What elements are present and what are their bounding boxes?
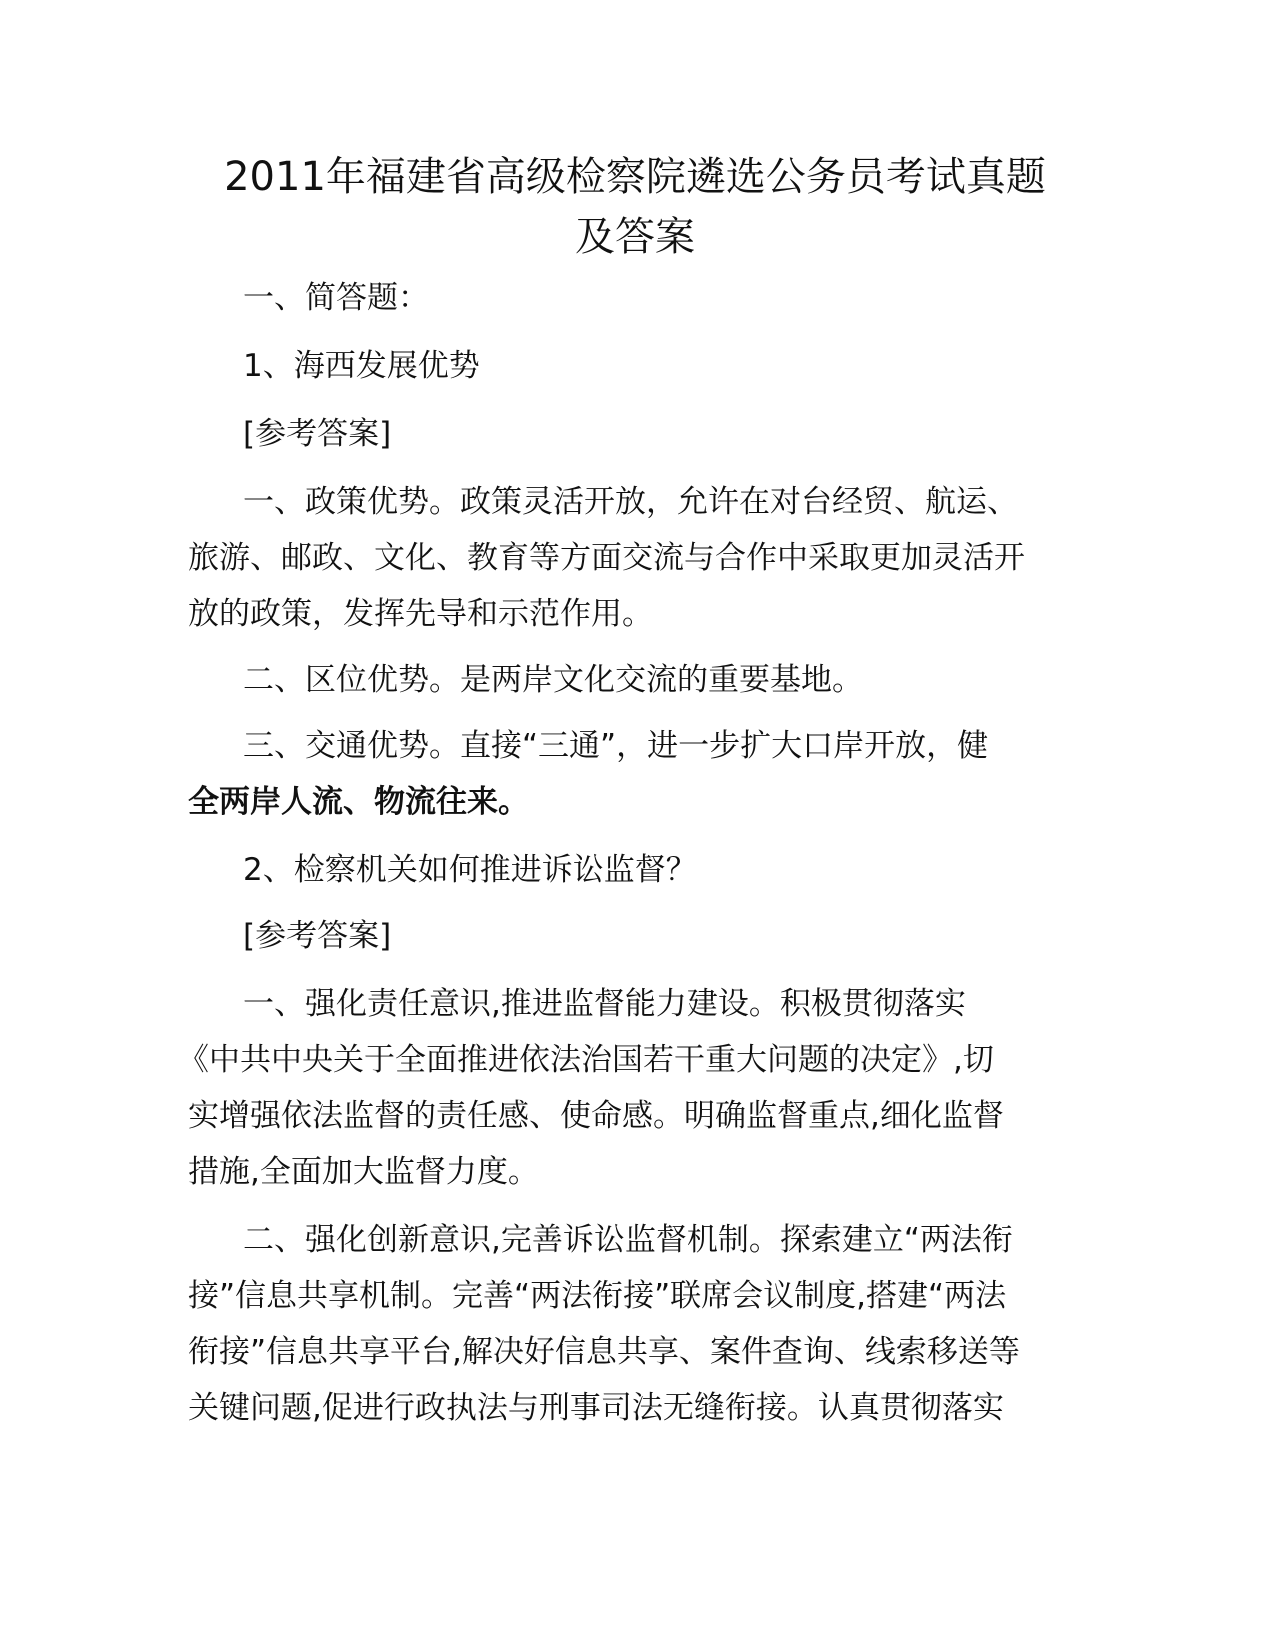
answer-2-point-2-line-1: 二、强化创新意识,完善诉讼监督机制。探索建立“两法衔	[243, 1222, 1013, 1258]
answer-2-point-2-line-4: 关键问题,促进行政执法与刑事司法无缝衔接。认真贯彻落实	[188, 1390, 1004, 1426]
document-title-line-1: 2011年福建省高级检察院遴选公务员考试真题	[224, 154, 1046, 200]
question-1: 1、海西发展优势	[243, 348, 480, 384]
answer-1-line-1: 一、政策优势。政策灵活开放，允许在对台经贸、航运、	[243, 484, 1018, 520]
answer-2-point-2-line-3: 衔接”信息共享平台,解决好信息共享、案件查询、线索移送等	[188, 1334, 1020, 1370]
answer-label-1: [参考答案]	[243, 416, 392, 452]
document-title-line-2: 及答案	[575, 214, 695, 260]
answer-1-line-3: 放的政策，发挥先导和示范作用。	[188, 596, 653, 632]
answer-1-point-3-line-1: 三、交通优势。直接“三通”，进一步扩大口岸开放，健	[243, 728, 989, 764]
section-heading: 一、简答题：	[243, 280, 429, 316]
answer-1-point-3-line-2: 全两岸人流、物流往来。	[188, 784, 529, 820]
answer-1-point-2: 二、区位优势。是两岸文化交流的重要基地。	[243, 662, 863, 698]
answer-1-line-2: 旅游、邮政、文化、教育等方面交流与合作中采取更加灵活开	[188, 540, 1025, 576]
answer-2-point-1-line-3: 实增强依法监督的责任感、使命感。明确监督重点,细化监督	[188, 1098, 1004, 1134]
answer-2-point-1-line-1: 一、强化责任意识,推进监督能力建设。积极贯彻落实	[243, 986, 966, 1022]
answer-label-2: [参考答案]	[243, 918, 392, 954]
answer-2-point-1-line-4: 措施,全面加大监督力度。	[188, 1154, 539, 1190]
answer-2-point-1-line-2: 《中共中央关于全面推进依法治国若干重大问题的决定》,切	[178, 1042, 994, 1078]
question-2: 2、检察机关如何推进诉讼监督？	[243, 852, 697, 888]
answer-2-point-2-line-2: 接”信息共享机制。完善“两法衔接”联席会议制度,搭建“两法	[188, 1278, 1007, 1314]
